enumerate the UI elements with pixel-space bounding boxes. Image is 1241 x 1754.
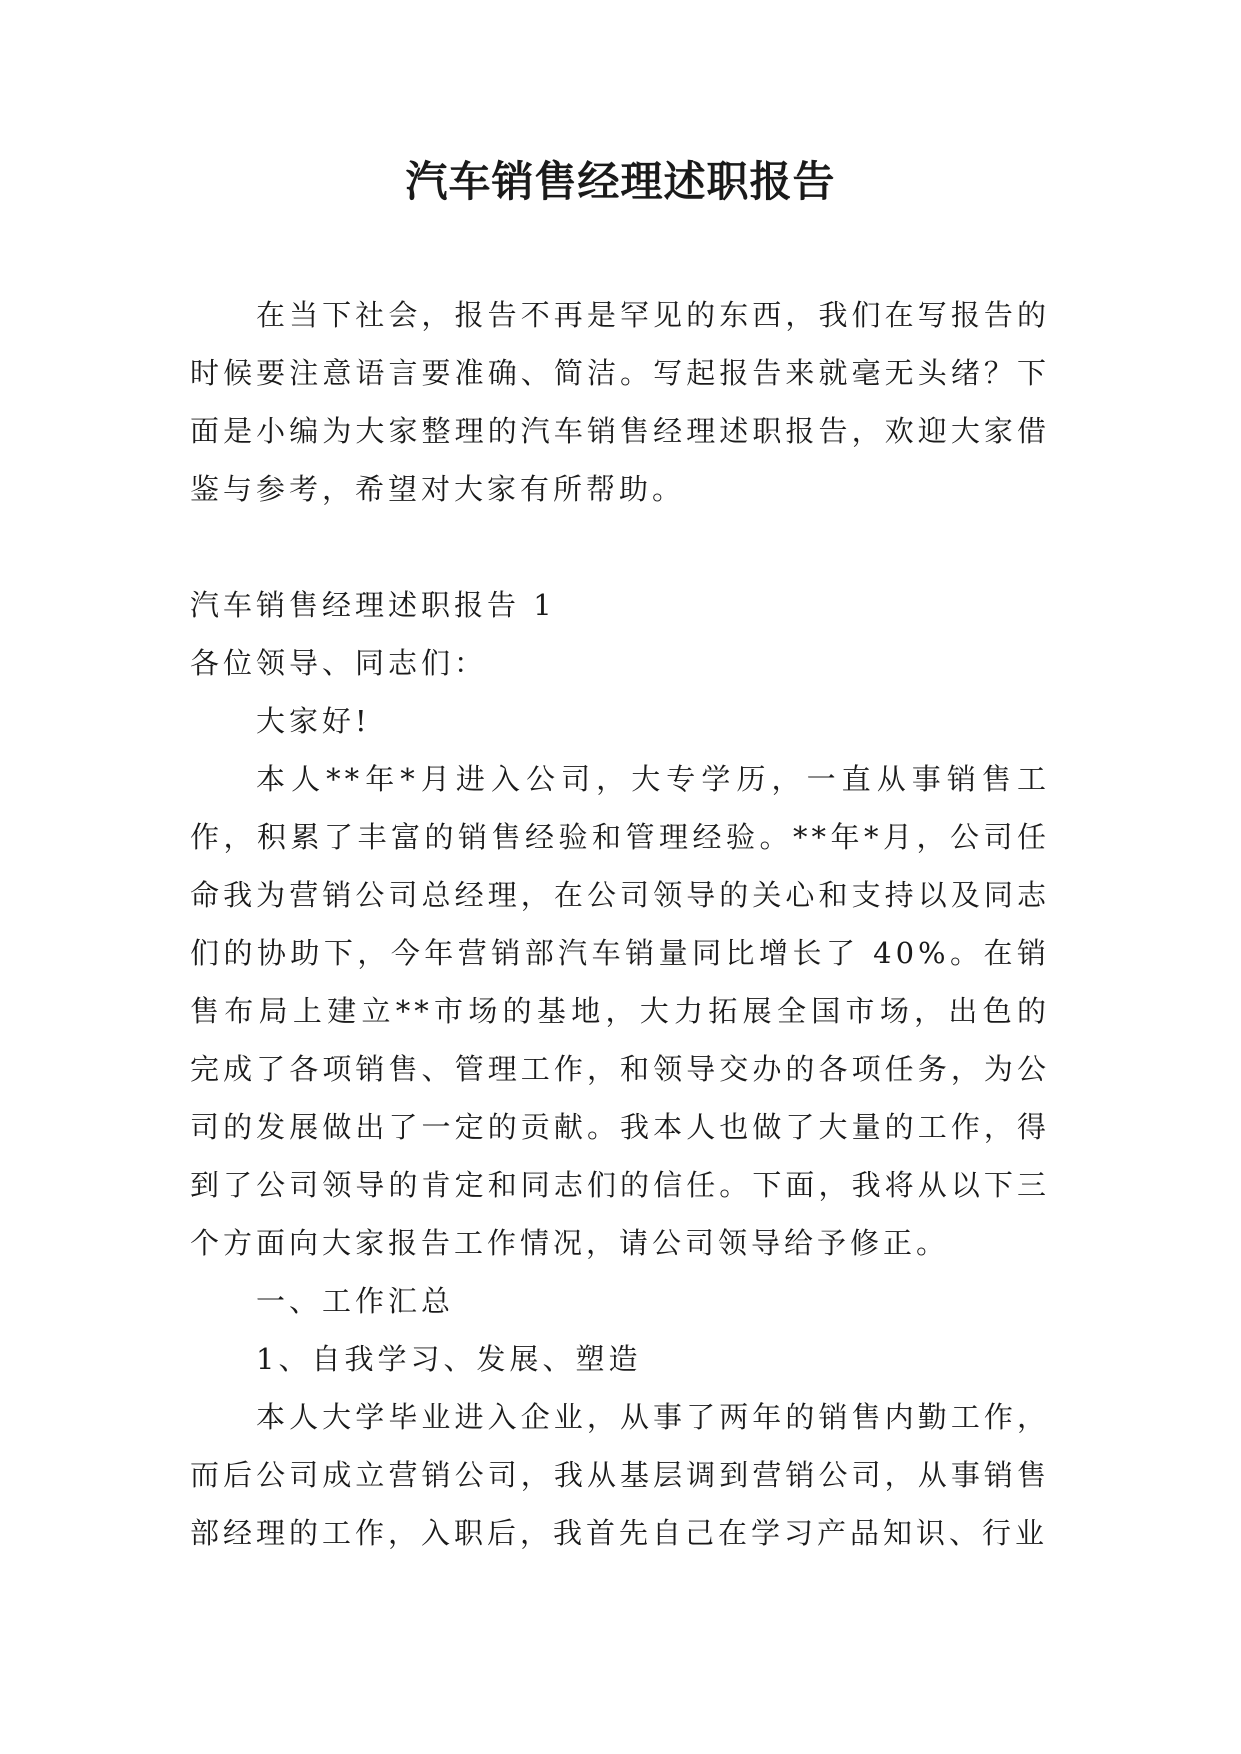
intro-paragraph: 在当下社会，报告不再是罕见的东西，我们在写报告的时候要注意语言要准确、简洁。写起报告来就毫无头绪？下面是小编为大家整理的汽车销售经理述职报告，欢迎大家借鉴与参考，希望对大家有所帮助。 <box>190 298 1050 506</box>
subheading-self-learning: 1、自我学习、发展、塑造 <box>256 1342 642 1376</box>
body-paragraph-1: 本人**年*月进入公司，大专学历，一直从事销售工作，积累了丰富的销售经验和管理经验。**年*月，公司任命我为营销公司总经理，在公司领导的关心和支持以及同志们的协助下，今年营销部汽车销量同比增长了 40%。在销售布局上建立**市场的基地，大力拓展全国市场，出色的完成了各项销售、管理工作，和领导交办的各项任务，为公司的发展做出了一定的贡献。我本人也做了大量的工作，得到了公司领导的肯定和同志们的信任。下面，我将从以下三个方面向大家报告工作情况，请公司领导给予修正。 <box>190 762 1050 1260</box>
document-title: 汽车销售经理述职报告 <box>405 157 836 206</box>
salutation: 各位领导、同志们： <box>190 646 488 680</box>
heading-work-summary: 一、工作汇总 <box>256 1284 455 1318</box>
intro-block <box>190 286 1050 518</box>
report-body <box>190 576 1050 1562</box>
body-paragraph-2: 本人大学毕业进入企业，从事了两年的销售内勤工作，而后公司成立营销公司，我从基层调到营销公司，从事销售部经理的工作，入职后，我首先自己在学习产品知识、行业 <box>190 1400 1050 1550</box>
section-title: 汽车销售经理述职报告 1 <box>190 588 556 622</box>
greeting: 大家好! <box>256 704 371 738</box>
